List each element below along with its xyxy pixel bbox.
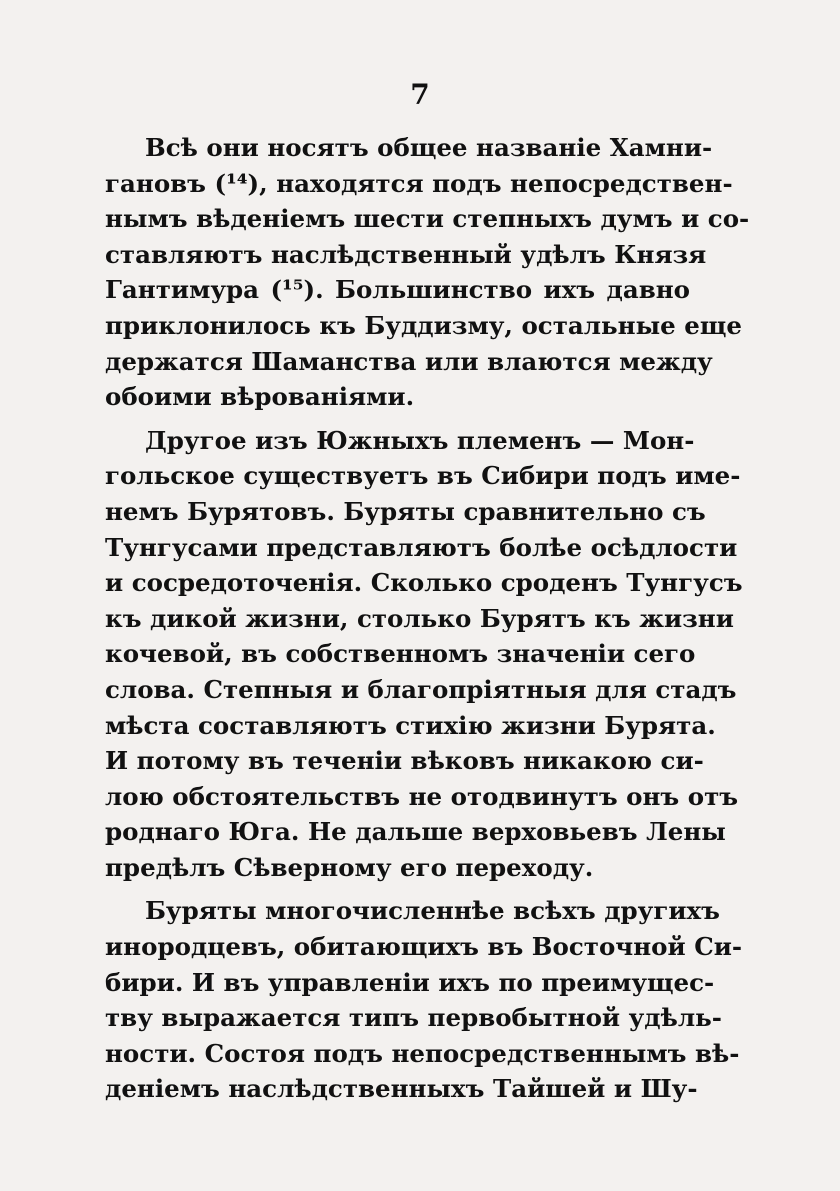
text-line: гольское существуетъ въ Сибири подъ име- bbox=[105, 461, 741, 491]
text-line: мѣста составляютъ стихію жизни Бурята. bbox=[105, 710, 716, 740]
text-line: ности. Состоя подъ непосредственнымъ вѣ- bbox=[105, 1038, 740, 1068]
text-line: Тунгусами представляютъ болѣе осѣдлости bbox=[105, 532, 738, 562]
text-line: инородцевъ, обитающихъ въ Восточной Си- bbox=[105, 932, 743, 962]
text-line: тву выражается типъ первобытной удѣль- bbox=[105, 1003, 722, 1033]
paragraph bbox=[105, 423, 743, 886]
page-number: 7 bbox=[410, 78, 430, 111]
text-line: лою обстоятельствъ не отодвинутъ онъ отъ bbox=[105, 781, 739, 811]
paragraph bbox=[105, 893, 743, 1107]
text-line: ставляютъ наслѣдственный удѣлъ Князя bbox=[105, 239, 707, 269]
text-line: Буряты многочисленнѣе всѣхъ другихъ bbox=[145, 896, 720, 926]
text-line: И потому въ теченіи вѣковъ никакою си- bbox=[105, 746, 704, 776]
text-line: кочевой, въ собственномъ значеніи сего bbox=[105, 639, 696, 669]
text-line: обоими вѣрованіями. bbox=[105, 382, 415, 412]
text-line: Гантимура (¹⁵). Большинство ихъ давно bbox=[105, 275, 690, 305]
text-line: Всѣ они носятъ общее названіе Хамни- bbox=[145, 133, 713, 162]
text-line: гановъ (¹⁴), находятся подъ непосредствен- bbox=[105, 168, 733, 198]
text-line: роднаго Юга. Не дальше верховьевъ Лены bbox=[105, 817, 726, 847]
text-line: Другое изъ Южныхъ племенъ — Мон- bbox=[145, 425, 695, 455]
paragraph bbox=[105, 130, 750, 415]
text-line: приклонилось къ Буддизму, остальные еще bbox=[105, 310, 742, 340]
text-line: предѣлъ Сѣверному его переходу. bbox=[105, 852, 594, 882]
text-line: деніемъ наслѣдственныхъ Тайшей и Шу- bbox=[105, 1074, 698, 1104]
text-line: и сосредоточенія. Сколько сроденъ Тунгусъ bbox=[105, 568, 743, 598]
text-line: къ дикой жизни, столько Бурятъ къ жизни bbox=[105, 603, 734, 633]
text-line: держатся Шаманства или влаются между bbox=[105, 346, 713, 376]
text-line: слова. Степныя и благопріятныя для стадъ bbox=[105, 674, 737, 704]
text-line: бири. И въ управленіи ихъ по преимущес- bbox=[105, 967, 715, 997]
text-line: нымъ вѣденіемъ шести степныхъ думъ и со- bbox=[105, 204, 750, 234]
body-text bbox=[105, 130, 750, 1107]
text-line: немъ Бурятовъ. Буряты сравнительно съ bbox=[105, 496, 706, 526]
